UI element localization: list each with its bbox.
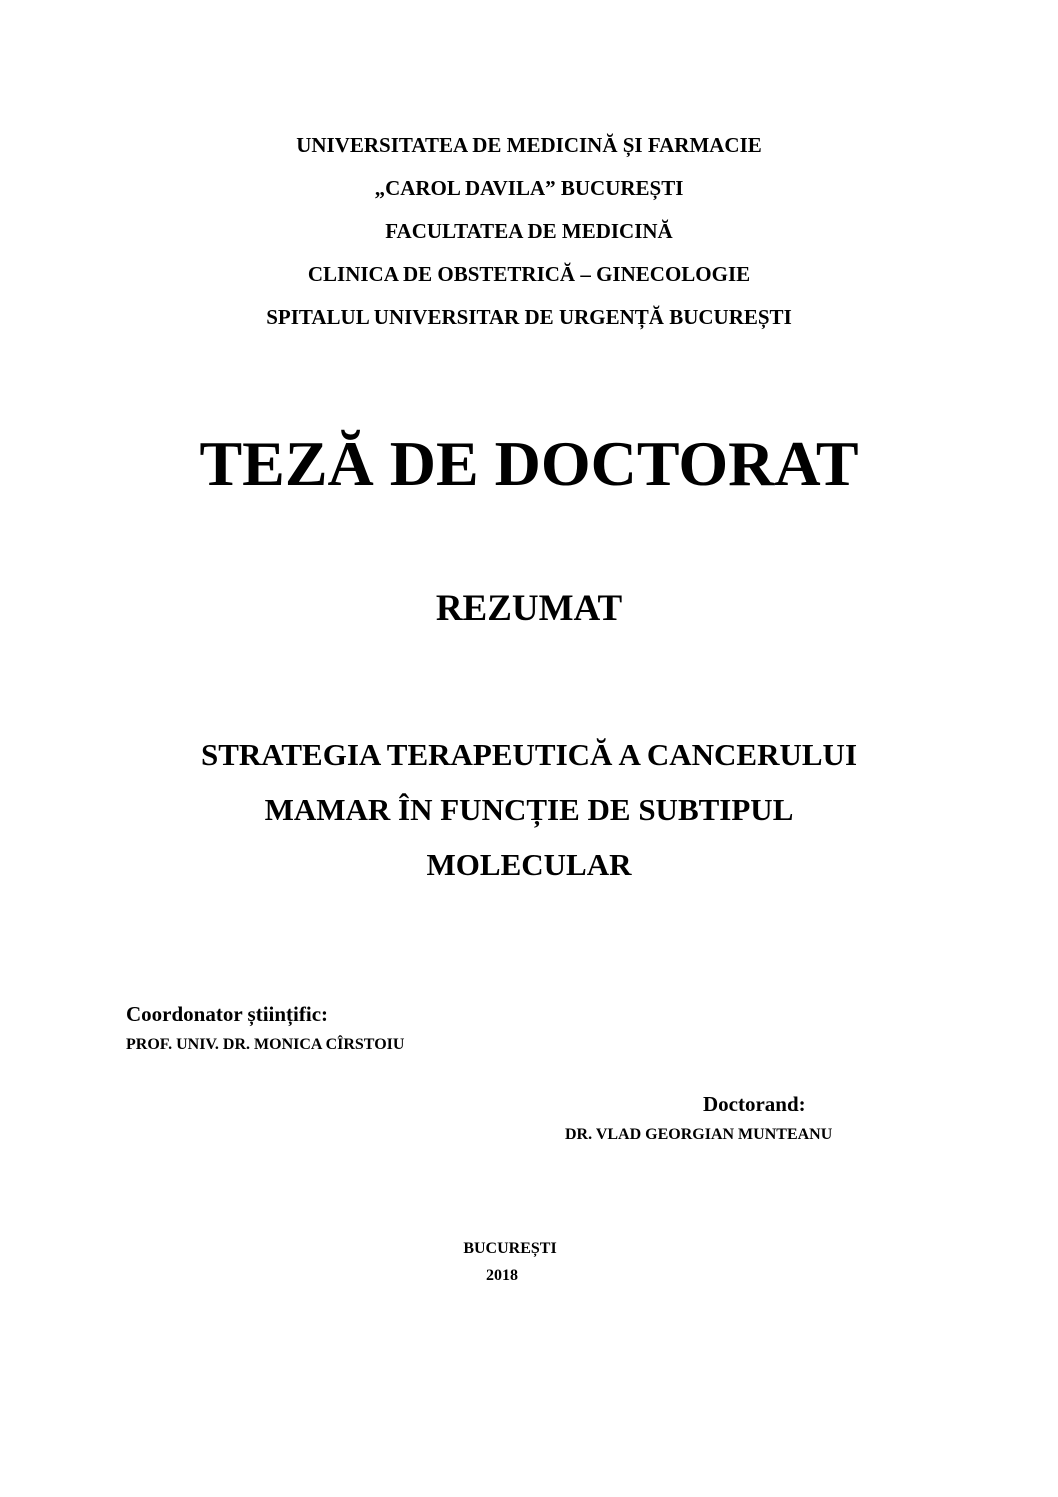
thesis-subject-line-3: MOLECULAR: [426, 847, 632, 882]
coordinator-label: Coordonator științific:: [126, 1002, 329, 1026]
institution-line-clinic: CLINICA DE OBSTETRICĂ – GINECOLOGIE: [307, 262, 751, 286]
institution-line-university: UNIVERSITATEA DE MEDICINĂ ȘI FARMACIE: [296, 133, 762, 157]
thesis-subject: [0, 727, 1058, 892]
thesis-subject-line-1: STRATEGIA TERAPEUTICĂ A CANCERULUI: [200, 737, 858, 772]
footer-city: BUCUREȘTI: [463, 1240, 557, 1257]
footer-year: 2018: [486, 1267, 518, 1284]
summary-label: REZUMAT: [435, 588, 623, 629]
candidate-name: DR. VLAD GEORGIAN MUNTEANU: [565, 1126, 833, 1143]
thesis-title: TEZĂ DE DOCTORAT: [199, 428, 859, 499]
thesis-subject-line-2: MAMAR ÎN FUNCȚIE DE SUBTIPUL: [264, 792, 794, 827]
institution-header: [0, 124, 1058, 339]
institution-line-faculty: FACULTATEA DE MEDICINĂ: [385, 219, 673, 243]
candidate-label: Doctorand:: [703, 1092, 806, 1116]
institution-line-hospital: SPITALUL UNIVERSITAR DE URGENȚĂ BUCUREȘTI: [266, 305, 792, 329]
institution-line-university-name: „CAROL DAVILA” BUCUREȘTI: [374, 176, 684, 200]
coordinator-name: PROF. UNIV. DR. MONICA CÎRSTOIU: [126, 1036, 405, 1053]
